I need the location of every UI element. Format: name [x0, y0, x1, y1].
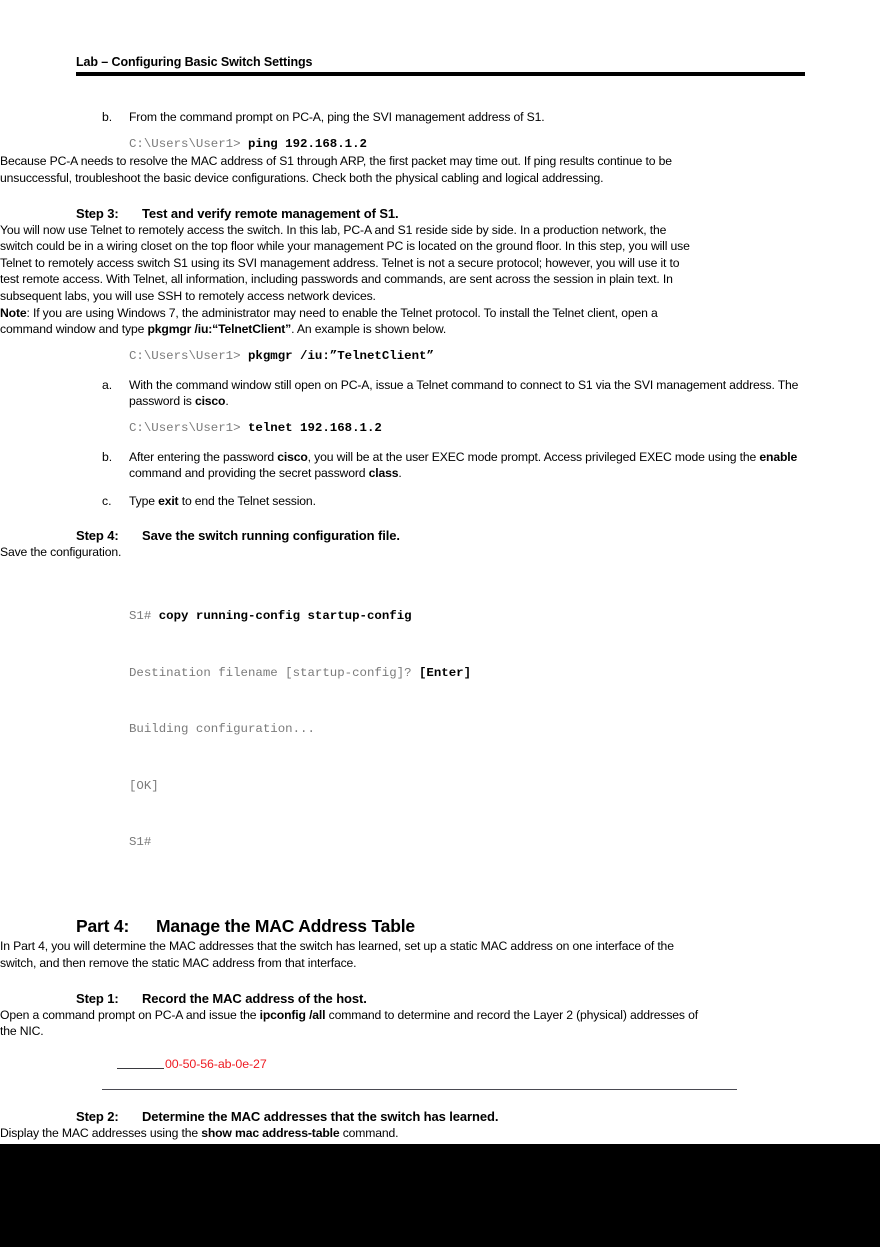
console-command: copy running-config startup-config: [158, 609, 412, 624]
step-label: Step 3:: [76, 205, 119, 221]
step2-text-2: command.: [339, 1125, 399, 1140]
step-title: Determine the MAC addresses that the switch has learned.: [142, 1108, 499, 1124]
list-marker: b.: [102, 449, 113, 464]
console-line: [129, 777, 880, 796]
step3-body: You will now use Telnet to remotely access the switch. In this lab, PC-A and S1 reside side by side. In a production network, the switch could be in a wiring closet on the top floor while your management PC is located on the ground floor. In this step, you will use Telnet to remotely access switch S1 using its SVI management address. Telnet is not a secure protocol; however, you will use it to test remote access. With Telnet, all information, including passwords and commands, are sent across the session in plain text. In subsequent labs, you will use SSH to remotely access network devices.: [0, 222, 690, 303]
command-ipconfig-all: ipconfig /all: [259, 1007, 326, 1022]
item-b-text-4: .: [398, 466, 402, 481]
list-item-text: [129, 449, 800, 482]
step-label: Step 1:: [76, 990, 119, 1006]
part4-step2-body: [0, 1125, 698, 1142]
item-b-text-2: , you will be at the user EXEC mode prompt. Access privileged EXEC mode using the: [307, 449, 760, 464]
list-marker: a.: [102, 377, 113, 392]
console-output: [OK]: [129, 778, 159, 793]
console-block-pkgmgr: [129, 347, 880, 366]
console-block-telnet: [129, 419, 880, 438]
step-title: Test and verify remote management of S1.: [142, 205, 399, 221]
console-prompt: C:\Users\User1>: [129, 420, 248, 435]
note-command: pkgmgr /iu:“TelnetClient”: [147, 322, 292, 337]
step1-text-1: Open a command prompt on PC-A and issue the: [0, 1007, 260, 1022]
document-content: [0, 98, 880, 1169]
console-prompt: C:\Users\User1>: [129, 348, 248, 363]
console-command: telnet 192.168.1.2: [247, 420, 382, 435]
console-line: [129, 607, 880, 626]
heading-part4-step-1: [76, 990, 800, 1007]
console-block-save: [129, 570, 880, 890]
item-b-text-3: command and providing the secret password: [129, 466, 369, 481]
command-enable: enable: [759, 449, 798, 464]
console-line: [129, 720, 880, 739]
list-marker: c.: [102, 493, 112, 508]
part-label: Part 4:: [76, 916, 130, 937]
list-item: [102, 377, 800, 410]
item-c-text-2: to end the Telnet session.: [178, 493, 316, 508]
console-prompt: C:\Users\User1>: [129, 136, 248, 151]
console-line: [129, 664, 880, 683]
command-show-mac-address-table: show mac address-table: [201, 1125, 340, 1140]
answer-value-mac-address: 00-50-56-ab-0e-27: [165, 1056, 267, 1071]
console-output: S1#: [129, 835, 152, 850]
step-title: Record the MAC address of the host.: [142, 990, 367, 1006]
heading-part4-step-2: [76, 1108, 800, 1125]
note-text-2: . An example is shown below.: [291, 322, 447, 337]
console-block-ping: [129, 135, 880, 154]
list-item-text: [129, 377, 800, 410]
answer-line-mac: [117, 1054, 880, 1072]
running-header: [76, 54, 805, 76]
list-item: [102, 109, 800, 126]
console-prompt: S1#: [129, 609, 159, 624]
header-title: Lab – Configuring Basic Switch Settings: [76, 55, 313, 69]
part-title: Manage the MAC Address Table: [156, 916, 415, 937]
part4-step1-body: [0, 1007, 698, 1040]
step2-text-1: Display the MAC addresses using the: [0, 1125, 202, 1140]
list-item: [102, 449, 800, 482]
step4-body: Save the configuration.: [0, 545, 122, 560]
page-bottom-black-band: [0, 1144, 880, 1247]
list-marker: b.: [102, 110, 113, 124]
console-command: [Enter]: [419, 665, 472, 680]
step1-text-2: command to determine and record the Layer 2 (physical) addresses of the NIC.: [0, 1007, 698, 1039]
step-label: Step 4:: [76, 528, 119, 544]
heading-step-4: [76, 527, 800, 544]
header-rule: [76, 72, 805, 76]
ping-explanation: Because PC-A needs to resolve the MAC address of S1 through ARP, the first packet may time out. If ping results continue to be unsuccessful, troubleshoot the basic device configurations. Check both the physical cabling and logical addressing.: [0, 154, 672, 185]
step-label: Step 2:: [76, 1108, 119, 1124]
list-item-text: [129, 493, 800, 510]
item-b-text-1: After entering the password: [129, 449, 278, 464]
password-cisco: cisco: [277, 449, 308, 464]
item-a-text-2: .: [225, 394, 229, 409]
item-a-text-1: With the command window still open on PC-A, issue a Telnet command to connect to S1 via the SVI management address. The password is: [129, 377, 799, 409]
item-c-text-1: Type: [129, 493, 159, 508]
console-line: [129, 833, 880, 852]
console-command: ping 192.168.1.2: [247, 136, 367, 151]
answer-blank-rule: [102, 1089, 737, 1090]
answer-blank-underline: [117, 1068, 164, 1069]
part4-body: In Part 4, you will determine the MAC addresses that the switch has learned, set up a static MAC address on one interface of the switch, and then remove the static MAC address from that interface.: [0, 939, 674, 971]
command-exit: exit: [158, 493, 179, 508]
heading-part-4: [76, 915, 800, 938]
list-item: [102, 493, 800, 510]
heading-step-3: [76, 205, 800, 222]
list-item-text: From the command prompt on PC-A, ping the SVI management address of S1.: [129, 110, 545, 124]
note-text-1: : If you are using Windows 7, the administrator may need to enable the Telnet protocol. To install the Telnet client, open a command window and type: [0, 305, 658, 337]
step3-note: [0, 305, 698, 338]
note-label: Note: [0, 305, 27, 320]
console-command: pkgmgr /iu:”TelnetClient”: [247, 348, 434, 363]
password-class: class: [368, 466, 399, 481]
password-cisco: cisco: [194, 394, 226, 409]
console-output: Building configuration...: [129, 722, 315, 737]
console-prompt: Destination filename [startup-config]?: [129, 665, 419, 680]
step-title: Save the switch running configuration file.: [142, 528, 400, 544]
